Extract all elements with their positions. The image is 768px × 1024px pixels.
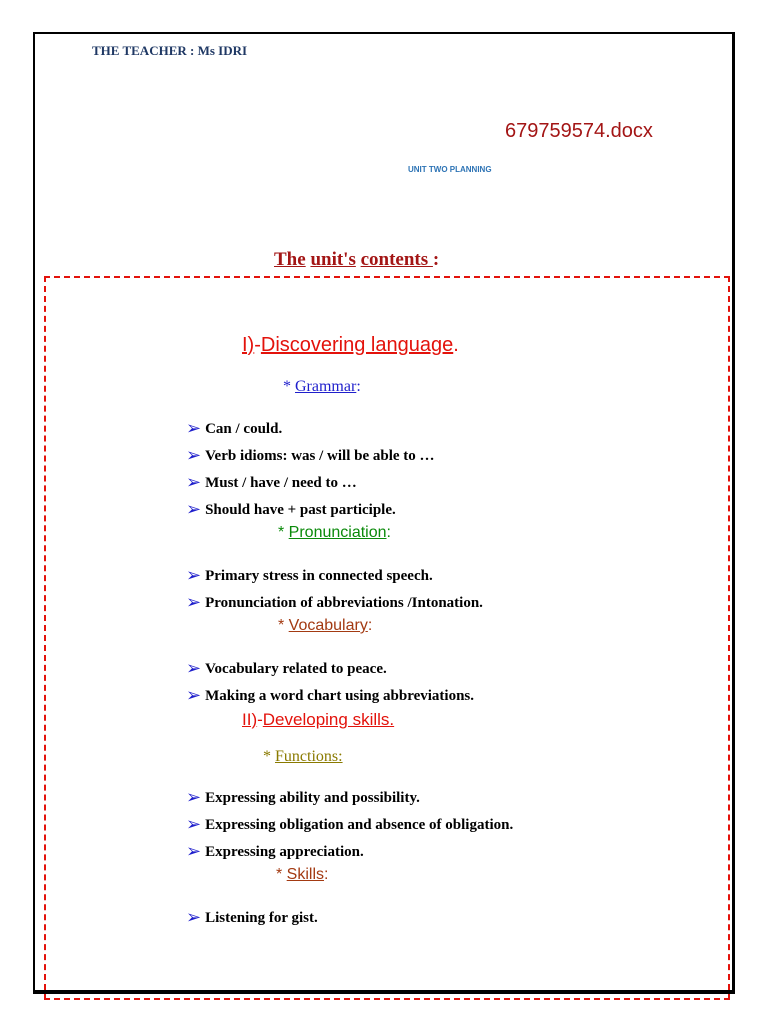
subheading-label: Skills [286,866,325,883]
arrowhead-bullet-icon: ➢ [186,658,202,679]
list-item [186,420,282,438]
subheading-skills [276,866,328,884]
list-item-text: Must / have / need to … [205,474,357,491]
list-item-text: Expressing appreciation. [205,843,364,860]
arrowhead-bullet-icon: ➢ [186,445,202,466]
contents-title [274,249,439,271]
dashed-content-frame [44,276,730,1000]
list-item-text: Primary stress in connected speech. [205,567,433,584]
document-filename: 679759574.docx [505,120,653,142]
list-item [186,447,435,465]
list-item-text: Listening for gist. [205,909,318,926]
list-item-text: Expressing obligation and absence of obligation. [205,816,514,833]
subheading-label: Pronunciation [288,524,387,541]
section-heading-discovering-language [242,334,459,357]
arrowhead-bullet-icon: ➢ [186,592,202,613]
list-item-text: Expressing ability and possibility. [205,789,420,806]
list-item-text: Should have + past participle. [205,501,396,518]
subheading-star: * [278,524,289,541]
list-item [186,567,433,585]
subheading-colon: : [386,524,391,541]
arrowhead-bullet-icon: ➢ [186,418,202,439]
subheading-pronunciation [278,524,391,542]
arrowhead-bullet-icon: ➢ [186,472,202,493]
list-item [186,909,318,927]
section-title: Discovering language [260,334,454,356]
subheading-star: * [283,378,295,395]
section-dash: - [254,334,261,356]
contents-title-colon: : [432,249,440,270]
list-item-text: Making a word chart using abbreviations. [205,687,475,704]
list-item [186,594,483,612]
contents-title-word: unit's [310,249,356,270]
arrowhead-bullet-icon: ➢ [186,565,202,586]
section-dot: . [453,334,459,356]
arrowhead-bullet-icon: ➢ [186,814,202,835]
section-number: II) [242,710,258,729]
section-dot: . [389,710,395,729]
subheading-vocabulary [278,617,372,635]
subheading-grammar [283,378,361,396]
subheading-colon: : [356,378,361,395]
list-item-text: Can / could. [205,420,283,437]
list-item [186,501,396,519]
arrowhead-bullet-icon: ➢ [186,499,202,520]
arrowhead-bullet-icon: ➢ [186,685,202,706]
subheading-functions [263,748,343,766]
contents-title-word: contents [360,249,433,270]
list-item [186,660,387,678]
list-item [186,789,420,807]
arrowhead-bullet-icon: ➢ [186,841,202,862]
subheading-label: Vocabulary [288,617,368,634]
list-item [186,816,513,834]
subheading-star: * [276,866,287,883]
unit-label: UNIT TWO PLANNING [408,165,492,174]
list-item-text: Vocabulary related to peace. [205,660,387,677]
subheading-star: * [278,617,289,634]
subheading-label: Functions: [275,748,343,765]
list-item [186,474,357,492]
contents-title-word: The [274,249,306,270]
arrowhead-bullet-icon: ➢ [186,907,202,928]
subheading-colon: : [367,617,373,634]
arrowhead-bullet-icon: ➢ [186,787,202,808]
section-number: I) [242,334,255,356]
section-title: Developing skills [262,710,390,729]
subheading-star: * [263,748,275,765]
subheading-label: Grammar [295,378,357,395]
list-item [186,843,364,861]
list-item [186,687,474,705]
teacher-name: THE TEACHER : Ms IDRI [92,43,248,58]
section-dash: - [257,710,263,729]
list-item-text: Pronunciation of abbreviations /Intonation. [205,594,483,611]
list-item-text: Verb idioms: was / will be able to … [205,447,435,464]
section-heading-developing-skills [242,710,394,730]
subheading-colon: : [324,866,329,883]
